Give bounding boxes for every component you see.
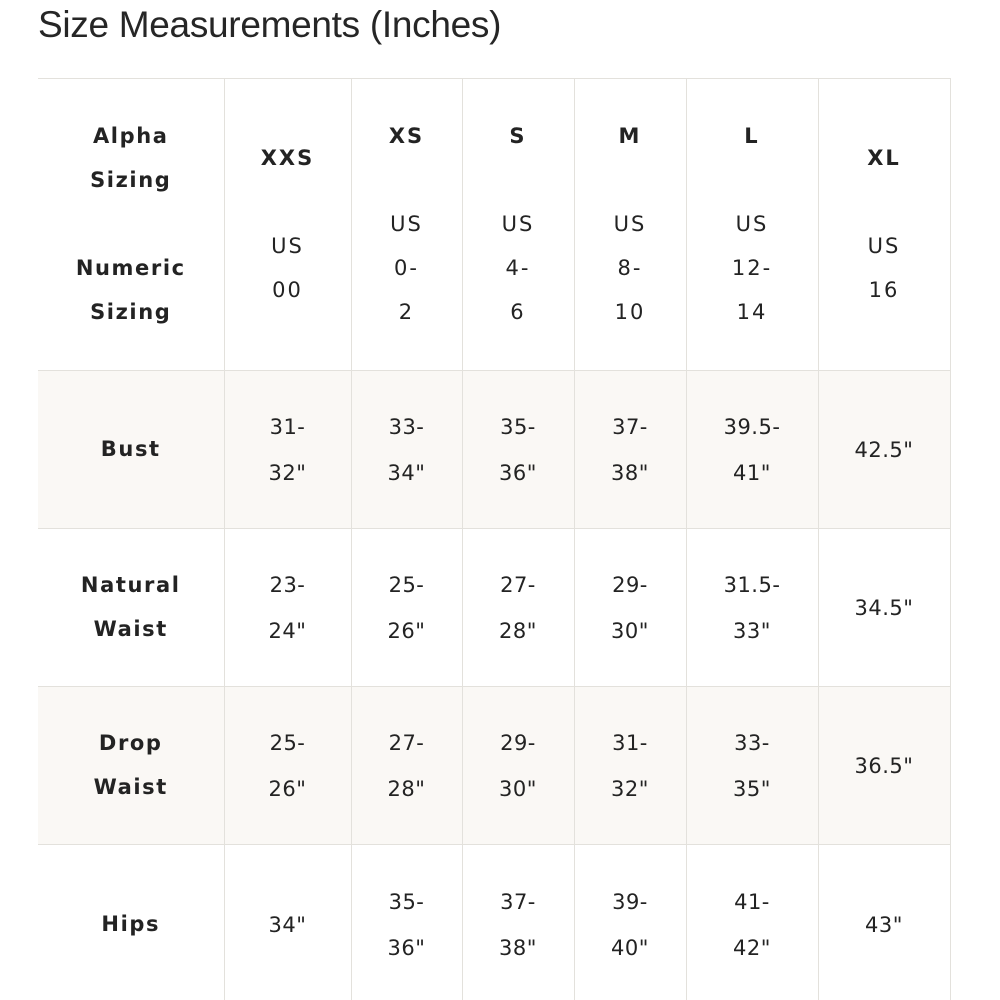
row-label: Waist [93,775,168,799]
size-measurements-table [38,78,951,1000]
alpha-sizing-label: Sizing [90,168,172,192]
alpha-size: XL [867,146,901,170]
measurement-cell [686,371,818,529]
row-label-cell [38,371,224,529]
measurement-value: 38" [499,935,537,960]
measurement-value: 29- [612,572,648,597]
measurement-cell [351,845,462,1000]
measurement-cell [686,845,818,1000]
measurement-cell [818,371,950,529]
measurement-value: 33- [734,730,770,755]
measurement-value: 42" [733,935,771,960]
measurement-cell [574,529,686,687]
numeric-size: 14 [736,300,768,324]
row-label-cell [38,529,224,687]
size-header-l [686,79,818,371]
measurement-value: 30" [499,776,537,801]
alpha-sizing-label: Alpha [92,124,169,148]
measurement-cell [574,371,686,529]
measurement-value: 35- [500,414,536,439]
measurement-cell [462,371,574,529]
measurement-cell [574,687,686,845]
measurement-cell [224,529,351,687]
numeric-size: 12- [731,256,773,280]
table-row-natural-waist [38,529,950,687]
size-header-xxs [224,79,351,371]
numeric-size: 6 [510,300,526,324]
measurement-value: 33- [388,414,425,439]
measurement-value: 24" [268,618,307,643]
numeric-sizing-label: Numeric [75,256,186,280]
measurement-cell [462,687,574,845]
measurement-cell [224,687,351,845]
size-header-m [574,79,686,371]
measurement-value: 34.5" [854,595,914,620]
alpha-size: XS [388,124,425,148]
row-label: Bust [100,437,161,461]
table-header-row [38,79,950,371]
numeric-size: US [613,212,647,236]
measurement-value: 39- [612,889,648,914]
page-title: Size Measurements (Inches) [38,4,502,45]
measurement-value: 26" [268,776,307,801]
numeric-size: 00 [272,278,303,302]
row-label: Natural [80,573,181,597]
measurement-cell [686,529,818,687]
alpha-size: L [744,124,760,148]
numeric-size: US [271,234,304,258]
measurement-value: 31- [612,730,648,755]
measurement-value: 36.5" [854,753,914,778]
measurement-value: 27- [500,572,536,597]
measurement-value: 23- [269,572,306,597]
measurement-cell [351,371,462,529]
numeric-size: 8- [617,256,643,280]
measurement-value: 31.5- [723,572,781,597]
measurement-cell [818,529,950,687]
row-label: Waist [93,617,168,641]
measurement-value: 28" [499,618,537,643]
alpha-size: M [618,124,642,148]
numeric-size: 10 [614,300,646,324]
measurement-value: 43" [865,912,903,937]
measurement-value: 34" [268,912,307,937]
row-label-cell [38,845,224,1000]
header-label-cell [38,79,224,371]
table-row-hips [38,845,950,1000]
measurement-cell [574,845,686,1000]
measurement-value: 25- [269,730,306,755]
numeric-sizing-label: Sizing [90,300,172,324]
measurement-value: 30" [611,618,649,643]
measurement-value: 42.5" [854,437,914,462]
measurement-value: 38" [611,460,649,485]
size-header-xl [818,79,950,371]
numeric-size: US [390,212,423,236]
measurement-value: 36" [499,460,537,485]
table-row-bust [38,371,950,529]
numeric-size: 4- [505,256,531,280]
measurement-cell [224,845,351,1000]
row-label: Drop [98,731,163,755]
alpha-size: XXS [260,146,315,170]
measurement-value: 40" [611,935,649,960]
alpha-size: S [509,124,527,148]
measurement-cell [224,371,351,529]
measurement-value: 32" [611,776,649,801]
numeric-size: 0- [394,256,419,280]
numeric-size: US [735,212,769,236]
numeric-size: 16 [868,278,900,302]
measurement-cell [818,687,950,845]
measurement-value: 36" [387,935,426,960]
measurement-cell [462,529,574,687]
measurement-cell [462,845,574,1000]
measurement-value: 35" [733,776,771,801]
measurement-value: 32" [268,460,307,485]
numeric-size: 2 [398,300,415,324]
measurement-value: 28" [387,776,426,801]
measurement-value: 35- [388,889,425,914]
measurement-value: 39.5- [723,414,781,439]
measurement-value: 37- [500,889,536,914]
measurement-value: 41" [733,460,771,485]
measurement-value: 34" [387,460,426,485]
row-label: Hips [101,912,161,937]
measurement-cell [351,529,462,687]
measurement-value: 29- [500,730,536,755]
measurement-value: 37- [612,414,648,439]
measurement-value: 33" [733,618,771,643]
table-row-drop-waist [38,687,950,845]
measurement-value: 26" [387,618,426,643]
measurement-value: 31- [269,414,306,439]
measurement-value: 41- [734,889,770,914]
numeric-size: US [867,234,901,258]
measurement-cell [351,687,462,845]
measurement-cell [686,687,818,845]
size-header-xs [351,79,462,371]
measurement-cell [818,845,950,1000]
numeric-size: US [501,212,535,236]
measurement-value: 27- [388,730,425,755]
row-label-cell [38,687,224,845]
size-header-s [462,79,574,371]
measurement-value: 25- [388,572,425,597]
